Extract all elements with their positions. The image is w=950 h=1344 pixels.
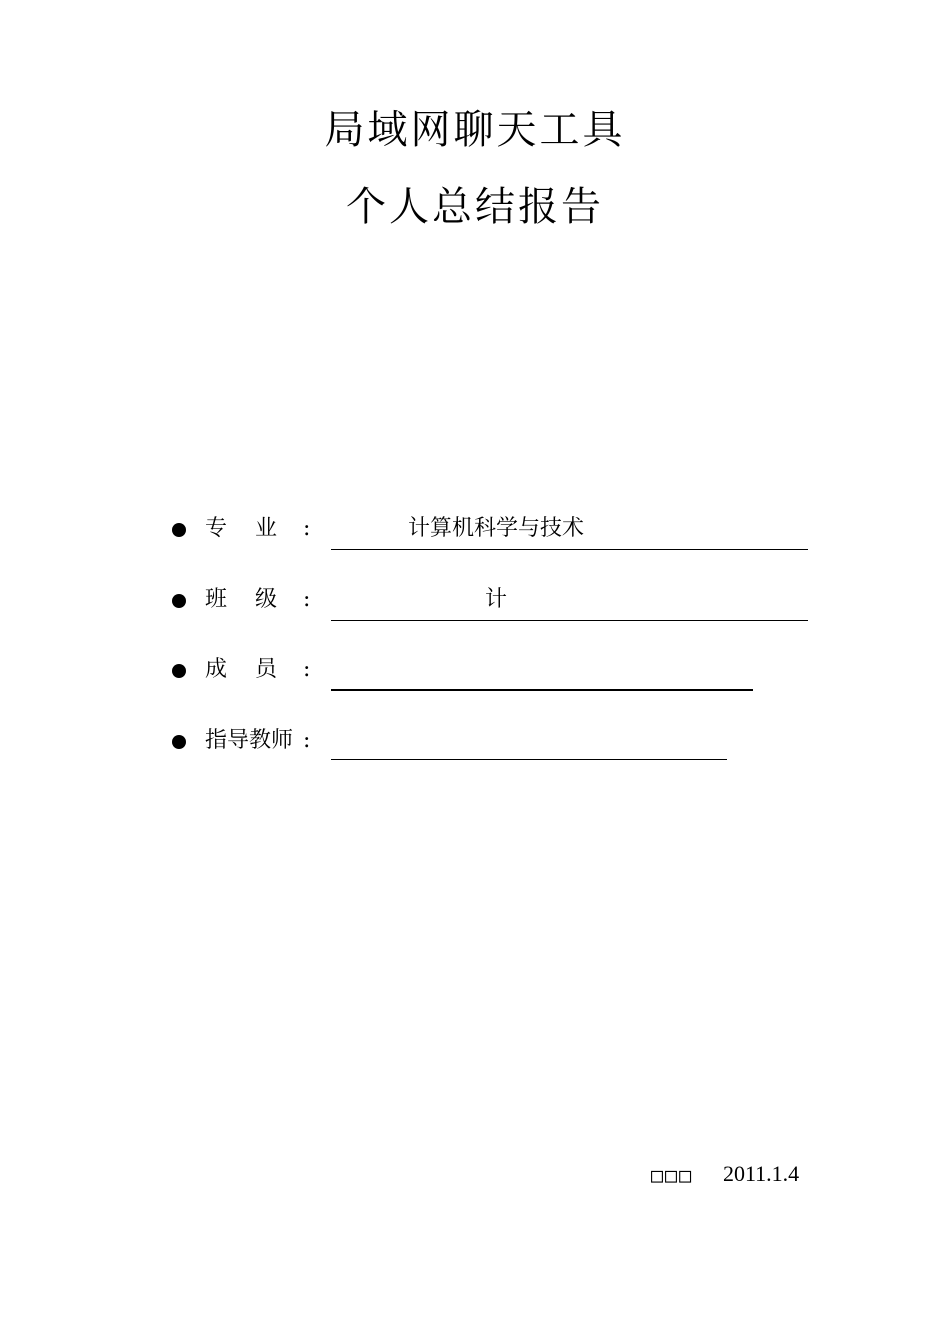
field-members-label: 成 员 bbox=[205, 657, 277, 682]
field-class-underline bbox=[331, 620, 808, 621]
document-title: 局域网聊天工具 bbox=[324, 107, 626, 153]
field-major-underline bbox=[331, 549, 808, 550]
field-members bbox=[0, 656, 950, 696]
bullet-icon bbox=[172, 594, 186, 608]
bullet-icon bbox=[172, 664, 186, 678]
field-major-value: 计算机科学与技术 bbox=[408, 516, 585, 541]
field-advisor-label: 指导教师 bbox=[205, 728, 294, 753]
bullet-icon bbox=[172, 523, 186, 537]
field-class-label: 班 级 bbox=[205, 587, 277, 612]
field-major-colon: : bbox=[303, 516, 311, 541]
bullet-icon bbox=[172, 735, 186, 749]
field-class-colon: : bbox=[303, 587, 311, 612]
author-name: □□□ bbox=[651, 1163, 694, 1187]
field-major bbox=[0, 515, 950, 555]
field-class-value: 计 bbox=[485, 587, 508, 612]
field-advisor-underline bbox=[331, 759, 727, 760]
field-members-underline bbox=[331, 689, 753, 691]
field-members-colon: : bbox=[303, 657, 311, 682]
field-class bbox=[0, 586, 950, 626]
field-advisor bbox=[0, 727, 950, 767]
field-major-label: 专 业 bbox=[205, 516, 277, 541]
document-date: 2011.1.4 bbox=[723, 1161, 800, 1186]
document-subtitle: 个人总结报告 bbox=[346, 184, 604, 230]
field-advisor-colon: : bbox=[303, 728, 311, 753]
